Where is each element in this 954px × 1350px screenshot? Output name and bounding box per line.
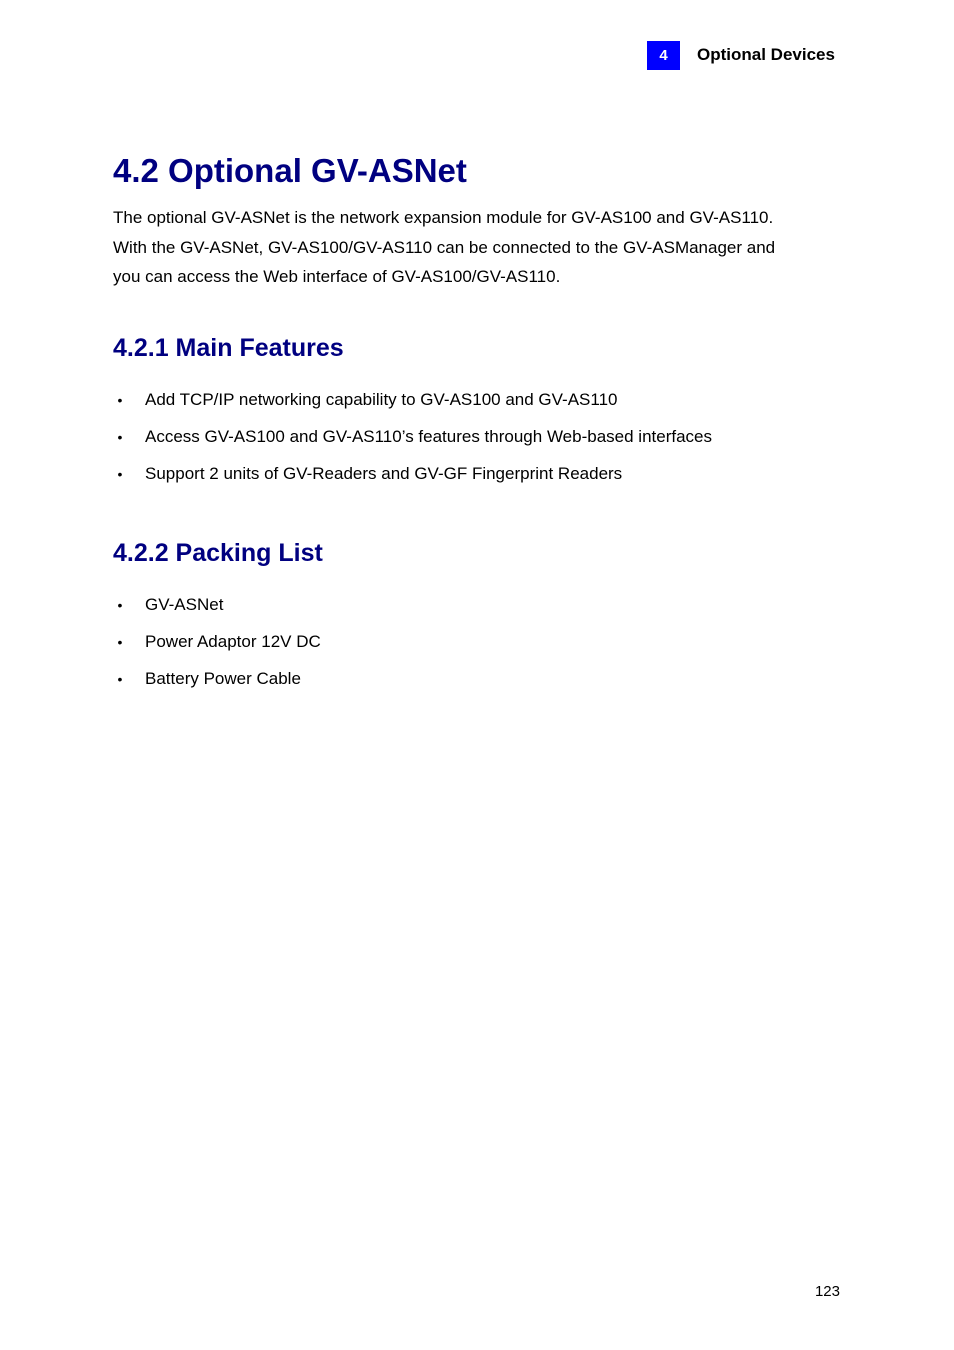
bullet-icon: • <box>117 466 123 482</box>
bullet-icon: • <box>117 634 123 650</box>
chapter-number-badge: 4 <box>647 41 680 70</box>
list-item-text: GV-ASNet <box>145 595 224 614</box>
list-item-text: Power Adaptor 12V DC <box>145 632 321 651</box>
list-item-text: Support 2 units of GV-Readers and GV-GF Fingerprint Readers <box>145 464 623 483</box>
list-item-text: Battery Power Cable <box>145 669 301 688</box>
packing-list-heading: 4.2.2 Packing List <box>113 539 323 567</box>
intro-line: With the GV-ASNet, GV-AS100/GV-AS110 can be connected to the GV-ASManager and <box>113 237 776 257</box>
main-features-heading: 4.2.1 Main Features <box>113 334 344 362</box>
bullet-icon: • <box>117 597 123 613</box>
list-item-text: Access GV-AS100 and GV-AS110’s features through Web-based interfaces <box>145 427 712 446</box>
intro-paragraph <box>113 203 833 292</box>
bullet-icon: • <box>117 671 123 687</box>
intro-line: you can access the Web interface of GV-AS100/GV-AS110. <box>113 267 561 286</box>
bullet-icon: • <box>117 429 123 445</box>
page-number: 123 <box>814 1283 840 1300</box>
section-title: 4.2 Optional GV-ASNet <box>113 152 467 189</box>
chapter-title: Optional Devices <box>697 45 835 64</box>
list-item-text: Add TCP/IP networking capability to GV-AS100 and GV-AS110 <box>145 390 618 409</box>
intro-line: The optional GV-ASNet is the network expansion module for GV-AS100 and GV-AS110. <box>113 208 774 227</box>
bullet-icon: • <box>117 392 123 408</box>
